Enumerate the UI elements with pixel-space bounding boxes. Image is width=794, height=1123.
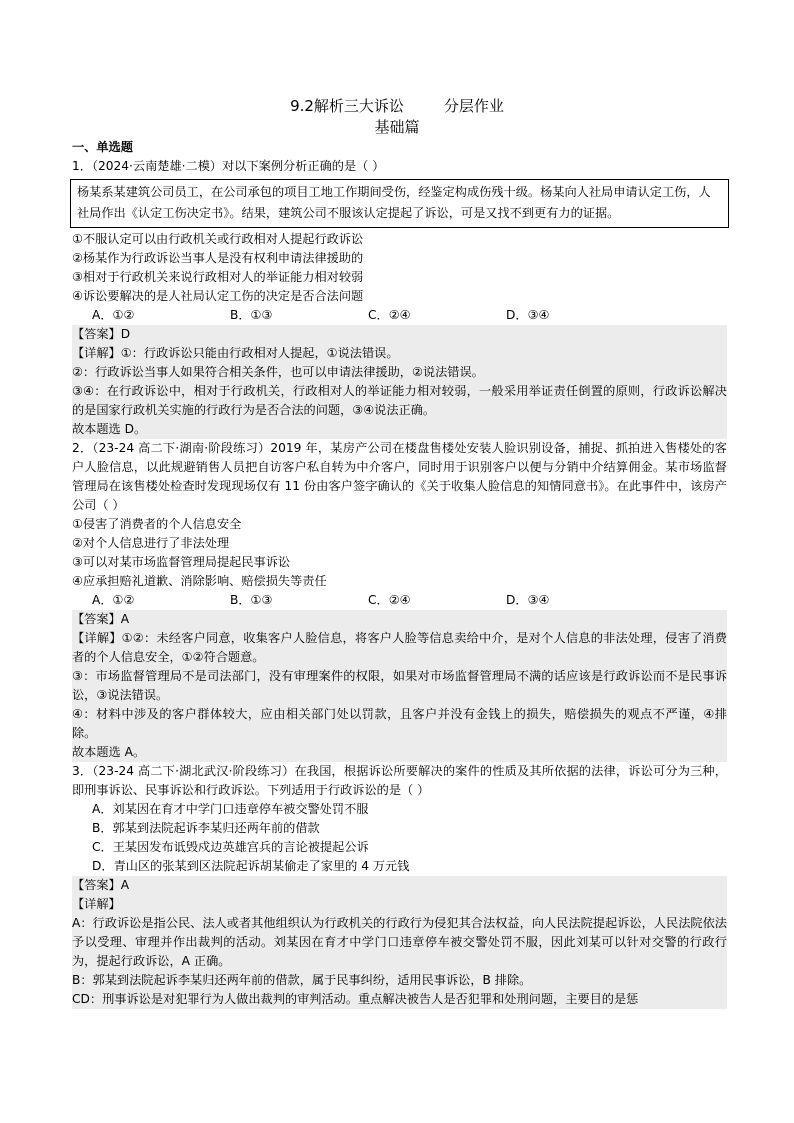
page-subtitle: 基础篇	[374, 118, 420, 136]
q3-detail-line: CD：刑事诉讼是对犯罪行为人做出裁判的审判活动。重点解决被告人是否犯罪和处刑问题，主要目的是惩	[72, 992, 639, 1006]
q3-answer: 【答案】A	[72, 878, 130, 892]
q1-item: ③相对于行政机关来说行政相对人的举证能力相对较弱	[72, 270, 364, 284]
q3-detail-line: A：行政诉讼是指公民、法人或者其他组织认为行政机关的行政行为侵犯其合法权益，向人民法院提起诉讼，人民法院依法予以受理、审理并作出裁判的活动。刘某因在育才中学门口违章停车被交警处罚不服，因此刘某可以针对交警的行政行为，提起行政诉讼，A 正确。	[72, 916, 727, 968]
q3-answer-block	[72, 876, 727, 1009]
q1-stem: 1．（2024·云南楚雄·二模）对以下案例分析正确的是（ ）	[72, 159, 385, 173]
q1-detail-line: ②：行政诉讼当事人如果符合相关条件，也可以申请法律援助，②说法错误。	[72, 365, 484, 379]
q1-detail-line: ③④：在行政诉讼中，相对于行政机关，行政相对人的举证能力相对较弱，一般采用举证责任倒置的原则，行政诉讼解决的是国家行政机关实施的行政行为是否合法的问题，③④说法正确。	[72, 384, 727, 417]
q2-answer-block	[72, 610, 727, 762]
q2-options	[72, 591, 727, 610]
q1-detail-line: 【详解】①：行政诉讼只能由行政相对人提起，①说法错误。	[72, 346, 399, 360]
q2-item: ④应承担赔礼道歉、消除影响、赔偿损失等责任	[72, 574, 327, 588]
q1-item: ④诉讼要解决的是人社局认定工伤的决定是否合法问题	[72, 289, 364, 303]
q1-item: ①不服认定可以由行政机关或行政相对人提起行政诉讼	[72, 232, 364, 246]
q3-detail-line: B：郭某到法院起诉李某归还两年前的借款，属于民事纠纷，适用民事诉讼，B 排除。	[72, 973, 532, 987]
q1-answer-block	[72, 325, 727, 439]
q1-option-a: A．①②	[92, 308, 135, 322]
q3-option-d: D．青山区的张某到区法院起诉胡某偷走了家里的 4 万元钱	[92, 859, 410, 873]
page-title	[0, 96, 794, 116]
q2-option-c: C．②④	[368, 593, 411, 607]
q1-options	[72, 306, 727, 325]
q1-case-box	[70, 179, 729, 228]
q1-option-b: B．①③	[230, 308, 273, 322]
q1-option-d: D．③④	[506, 308, 550, 322]
q1-option-c: C．②④	[368, 308, 411, 322]
title-main: 9.2解析三大诉讼	[290, 97, 404, 115]
q2-item: ①侵害了消费者的个人信息安全	[72, 517, 242, 531]
q1-conclusion: 故本题选 D。	[72, 422, 147, 436]
q2-detail-line: ③：市场监督管理局不是司法部门，没有审理案件的权限，如果对市场监督管理局不满的话应该是行政诉讼而不是民事诉讼，③说法错误。	[72, 669, 727, 702]
question-list	[72, 138, 727, 1009]
section-heading: 一、单选题	[72, 140, 133, 154]
q1-item: ②杨某作为行政诉讼当事人是没有权利申请法律援助的	[72, 251, 364, 265]
q2-item: ②对个人信息进行了非法处理	[72, 536, 230, 550]
q2-option-b: B．①③	[230, 593, 273, 607]
q2-option-d: D．③④	[506, 593, 550, 607]
q2-detail-line: 【详解】①②：未经客户同意，收集客户人脸信息，将客户人脸等信息卖给中介，是对个人信息的非法处理，侵害了消费者的个人信息安全，①②符合题意。	[72, 631, 727, 664]
q2-item: ③可以对某市场监督管理局提起民事诉讼	[72, 555, 291, 569]
q2-conclusion: 故本题选 A。	[72, 745, 146, 759]
q2-stem: 2．（23-24 高二下·湖南·阶段练习）2019 年，某房产公司在楼盘售楼处安装人脸识别设备，捕捉、抓拍进入售楼处的客户人脸信息，以此规避销售人员把自访客户私自转为中介客户，同时用于识别客户以便与分销中介结算佣金。某市场监督管理局在该售楼处检查时发现现场仅有 11 份由客户签字确认的《关于收集人脸信息的知情同意书》。在此事件中，该房产公司（ ）	[72, 441, 727, 512]
title-side: 分层作业	[443, 97, 504, 115]
q2-detail-line: ④：材料中涉及的客户群体较大，应由相关部门处以罚款，且客户并没有金钱上的损失，赔偿损失的观点不严谨，④排除。	[72, 707, 727, 740]
q3-stem: 3．（23-24 高二下·湖北武汉·阶段练习）在我国，根据诉讼所要解决的案件的性质及其所依据的法律，诉讼可分为三种，即刑事诉讼、民事诉讼和行政诉讼。下列适用于行政诉讼的是（ ）	[72, 764, 727, 797]
q3-option-b: B．郭某到法院起诉李某归还两年前的借款	[92, 821, 320, 835]
q1-case-text: 杨某系某建筑公司员工，在公司承包的项目工地工作期间受伤，经鉴定构成伤残十级。杨某向人社局申请认定工伤，人社局作出《认定工伤决定书》。结果，建筑公司不服该认定提起了诉讼，可是又找不到更有力的证据。	[77, 185, 711, 220]
q3-option-c: C．王某因发布诋毁戍边英雄宫兵的言论被提起公诉	[92, 840, 369, 854]
q3-option-a: A．刘某因在育才中学门口违章停车被交警处罚不服	[92, 802, 369, 816]
q2-answer: 【答案】A	[72, 612, 130, 626]
q1-answer: 【答案】D	[72, 327, 131, 341]
q2-option-a: A．①②	[92, 593, 135, 607]
q3-detail-label: 【详解】	[72, 897, 121, 911]
